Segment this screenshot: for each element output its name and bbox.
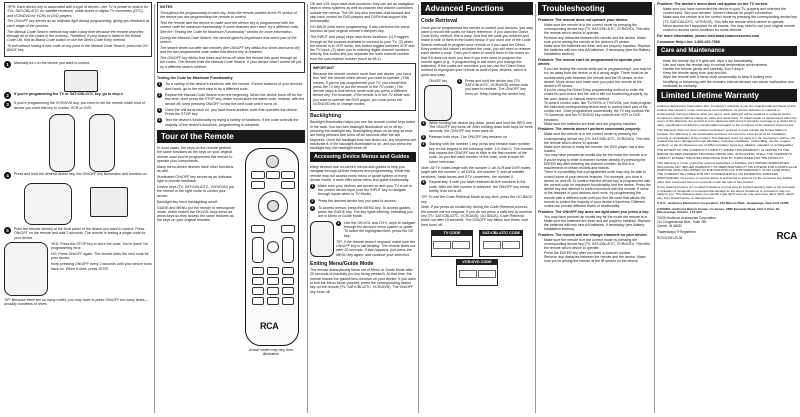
help-line: Consumer Help Line: 1-800-420-7968: [657, 39, 720, 44]
keypad-key: [267, 267, 279, 275]
step-3: 3 If you're programming the VCR•DVD key, you need to tell the remote which kind of device you want this key to control, VCR or DVD.: [4, 101, 152, 110]
notes-para: Test the remote with the device to make sure the device key is programmed with the correct code for maximum functionality. If some features don't work, try a different code. See the "Testing the Code for Maximum Functionality" section for more information.: [160, 21, 300, 34]
care-title: Care and Maintenance: [657, 46, 797, 56]
power-button-icon: [266, 155, 279, 168]
divider: [654, 4, 655, 413]
problem-block: Problem: The remote doesn't perform commands properly. • Make sure the remote is in the correct mode by pressing the corresponding device key (TV, SAT•CBL•DTC, VCR•DVD). This tells the remote which device to operate. • Make sure device is really the remote; the DVD player has a disc loaded. • You may have pressed an invalid key for the mode the remote is in. • If you're trying to enter a channel number directly, try pressing the ENTER key after entering the channel number, as this is a requirement of certain models and brands. • There is a possibility that a programmed code may only be able to control some of your devices features. For example, you tune a device on and off. To confirm that the device key is programmed with the correct code for maximum functionality, test the device. Press the device key and attempt to control functions with the remote. If some of the features of your devices don't work, try programming the remote with a different code until you find the code that allows the remote to control the majority of your device's functions. Different codes can provide different levels of functionality.: [538, 127, 652, 208]
bullet: • If you're using the Direct Entry programming method to enter the codes for your brand and the unit is still not functioning properly, try the auto, brand, or manual search method.: [544, 88, 652, 101]
keypad-key: [267, 287, 279, 295]
menu-problem-title: Problem: The device's menu does not appear on the TV screen.: [657, 2, 769, 6]
divider: [154, 4, 155, 413]
troubleshooting-title: Troubleshooting: [538, 2, 652, 15]
bullet: • Keep the remote dry. If it gets wet, wipe it dry immediately.: [663, 59, 797, 63]
problem-block: Problem: The remote can't be programmed to operate your device. • If you are testing the remote while you're programming it, you may be too far away from the device or at a wrong angle. There must be an unobstructed path between the remote and the IR sensor on the device. Move closer and make sure you point the remote at the device's IR sensor. • If you're using the Direct Entry programming method to enter the codes for your brand and the unit is still not functioning properly, try the auto, brand, or manual search method. • To control combo units, like TV/VCRs or TV/DVDs, you must program the individual corresponding device keys to control each part of the combo unit. Once programmed successfully, the TV key controls the TV functions, and the VCR•DVD key controls the VCR or DVD functions. • Make sure the batteries are fresh and are properly installed.: [538, 58, 652, 126]
bullet: • Use and store the remote only in normal temperature environments.: [663, 63, 797, 67]
bullet: • Remove any obstacles between the remote and the device. Make sure you're aiming the remote at the IR sensor on the device.: [544, 255, 652, 263]
more-info-link[interactable]: For more information, please visit www.rcaaccessories.com: [657, 33, 760, 38]
warranty-para: This Warranty is in lieu of all other express warranties or liabilities. ANY IMPLIED WARRANTIES, INCLUDING ANY IMPLIED WARRANTY OF MERCHANTABILITY OR FITNESS FOR A PARTICULAR PURPOSE SHALL BE LIMITED TO THE DURATION OF THIS WARRANTY. IN NO CASE SHALL THE COMPANY BE LIABLE FOR ANY CONSEQUENTIAL OR INCIDENTAL DAMAGES WHATSOEVER. No person or representative is authorized to assume for the Company any liability other than expressed herein in connection with the sale of this product.: [657, 161, 797, 184]
notes-para: During the Manual Code Search, the remote ignores keypresses that aren't part of the search.: [160, 35, 297, 44]
keypad-key: [282, 267, 294, 275]
menu-step: 1 Make sure your devices are turned on and your TV is set to the correct device input (use the INPUT key to navigate through inputs when in TV Mode).: [311, 183, 413, 197]
bullet: • Wipe the remote with a damp cloth occasionally to keep it looking new.: [663, 75, 797, 79]
divider: [535, 4, 536, 413]
step-5: 5 Point the remote directly at the front panel of the device you want to control. Press ON•OFF on the remote and wait 2 seconds. The remote is testing a single code for your device.: [4, 227, 152, 240]
step-2: 2 If you're programming the TV or SAT•CBL•DTC key, go to step 4.: [4, 92, 152, 99]
sat-code-box: SAT•CBL•DTC CODE: [479, 230, 523, 257]
remote-illustration-b: [4, 181, 152, 227]
tips-onoff: The ON•OFF key serves as an indicator light during programming, giving you feedback at each stage of the process.: [7, 19, 150, 28]
trademark: Trademark(s) ® Registered: [657, 230, 696, 235]
bullet: • Make sure device is really the remote; the DVD player has a disc loaded.: [544, 145, 652, 153]
retrieval-note: Note: All TV codes begin with the number 1; all VCR and DVR codes begin with the number 2; all DVDs, the number 3; and all satellite receivers, cable boxes and DTV converters, the number 5.: [421, 165, 531, 179]
tour-body: [157, 146, 305, 366]
menu-text: Many devices use on-screen menus and guides to help you navigate through all their features and programming. While this remote may not access every menu or guide system of every device model, it does offer some menu and guide functionality.: [310, 165, 411, 182]
testing-step: 2 Repeat the Manual Code Search from the beginning. When the device turns off for the first time, don't press the STOP key, which would store the same code. Instead, with the device off, keep pressing ON•OFF to test the next code until it turns on.: [158, 92, 305, 106]
exit-text: The remote automatically times out of Menu or Guide Mode after 20 seconds of inactivity (no key being pressed). At that time, the remote leaves the guide/menu function on your device. If you want to exit the Menu Mode yourself, press the corresponding device key on the remote (TV, SAT•CBL•DTC, VCR•DVD). The ON•OFF key turns off.: [310, 268, 416, 294]
vcr-key-icon: [281, 171, 295, 179]
volume-rocker-icon: [252, 237, 264, 263]
bullet: • You may have pressed an invalid key for the mode the remote is in.: [544, 153, 652, 157]
code-retrieval-title: Code Retrieval: [421, 18, 458, 24]
keypad-key: [267, 277, 279, 285]
footer: [657, 217, 797, 242]
keypad-key: [252, 277, 264, 285]
vcr-code-box: VCR•DVD CODE: [456, 259, 498, 286]
bullet: • If you are testing the remote while you're programming it, you may be too far away from the device or at a wrong angle. There must be an unobstructed path between the remote and the IR sensor on the device. Move closer and make sure you point the remote at the device's IR sensor.: [544, 67, 652, 88]
tv-illustration: [4, 70, 152, 92]
tour-para: Device keys (TV, SAT•CBL•DTC, VCR•DVD) put the remote in the right mode to control your device.: [157, 185, 235, 198]
testing-step: 4 Test the device's functionality by trying a variety of functions. If the code controls the majority of the device's functions, programming is complete.: [158, 118, 299, 127]
bullet: • Modifying or tampering with the remote's internal devices can cause malfunction and invalidate its warranty.: [663, 80, 797, 88]
warranty-para: Some states/provinces do not allow limitations on how long an implied warranty lasts or the exclusion or limitation of incidental or consequential damage so the above limitations or exclusions may not apply to you. This Warranty gives you specific legal rights and you may also have other rights, which vary from state/province to state/province.: [657, 184, 796, 200]
bullet: • Make sure the remote is in the correct mode by pressing the corresponding device key (TV, SAT•CBL•DTC, VCR•DVD). This tells the remote which device to operate.: [663, 15, 797, 23]
remote-illustration-d: [310, 221, 334, 257]
bullet: • Press the ENTER key after you enter a channel number.: [544, 251, 652, 255]
tour-para: GUIDE and MENU put the remote in menu/guide mode, which makes the OK•VOL keys serve as arrow keys so they access the same features as the keys on your original remotes.: [157, 205, 235, 223]
column-functions: [310, 0, 416, 417]
bullet: • Handle the remote gently and carefully. Don't drop it.: [663, 67, 797, 71]
menu-step: 4 Use the OK•VOL and CH+/- keys to navigate through the device's menu system or guide. To select the highlighted item, press the OK key.: [337, 220, 416, 238]
backlight-text: Backlight illumination helps you see the remote control keys better in the dark. You can turn backlight illumination on or off by pressing the backlight key. Backlighting stays on as long as keys are being pressed and turns off six seconds after the last keypress. Once the backlight time has timed out, any keypress will reactivate it. If the backlight illumination is on, and you press the backlight key, the backlight turns off.: [310, 120, 416, 151]
goback-key-icon: [251, 225, 265, 233]
column-manual-search: [4, 0, 152, 417]
retrieval-note-2: Note: If you press an invalid key during the Code Retrieval process, the remote will not respond. If you do not press a valid key (a numeral key (TV, SAT•CBL•DTC, VCR•DVD), GO BACK), Code Retrieval times out after 15 seconds. The ON•OFF key blinks four times, and then turns off.: [421, 205, 532, 227]
tips-manual: The Manual Code Search method may take a long time because the remote searches through all of the codes in the memory. Therefore, if your brand is listed in the Brand Code List, find its Brand Code button or use the Direct Code Entry method.: [7, 29, 144, 43]
menu-tip: TIP: If the remote doesn't respond, make sure the ON•OFF key is still blinking. The remote times out after 20 seconds. If that happens, just press the MENU key again, and continue your selection.: [336, 239, 416, 257]
code-boxes: [421, 229, 533, 287]
channel-rocker-icon: [282, 237, 294, 263]
column-advanced: [421, 0, 533, 417]
column-troubleshooting: [538, 0, 652, 417]
bullet: • If you're trying to enter a channel number directly, try pressing the ENTER key after entering the channel number, as this is a requirement of certain models and brands.: [544, 158, 652, 171]
retrieval-step: 3 Release both keys. The ON•OFF key remains on.: [422, 135, 508, 140]
notes-para: The search times out after two minutes (the ON•OFF key blinks four times and turns off) and the last programmed code under that device key is retained.: [160, 45, 300, 55]
menu-key-icon: [281, 181, 295, 189]
retrieval-step: 1 Press and hold the device key (TV, SAT•CBL•DTC, VCR•DVD) whose code you want to retrieve. The ON•OFF key turns on. Keep holding the device key.: [458, 78, 529, 96]
code-retrieval-text: Once you've programmed the remote to control your devices, you may want to record the codes for future reference. If you used the Direct Code Entry method, this is easy. Just find the code you entered and make a note of them in the boxes below. If you used one of the Code Search methods to program your remote or if you used the Direct Entry method but haven't recorded the code, you will need to retrieve each device's code. Then you'll need to record them in the boxes so that if it does not work you time if you ever need to program the remote again (e.g., if programming is lost when you change the batteries). If the codes are recorded, you can use the Direct Entry method to reprogram your remote to control your devices, which is quick and easy.: [421, 25, 533, 77]
problem-block: Problem: The remote does not operate your device. • Make sure the remote is in the correct mode by pressing the corresponding device key (TV, SAT•CBL•DTC, VCR•DVD). This tells the remote which device to operate. • Remove any obstacles between the remote and the device. Make sure you're aiming the remote at the device's IR sensor. • Make sure the batteries are fresh and are properly installed. Replace the batteries with two new AA batteries, if necessary (see the Battery Installation section).: [538, 18, 652, 57]
keypad-key: [282, 297, 294, 305]
warranty-para: THE EXTENT OF THE COMPANY'S LIABILITY UNDER THIS WARRANTY IS LIMITED TO THE REPAIR OR REPLACEMENT PROVIDED ABOVE AND, IN NO EVENT, SHALL THE COMPANY'S LIABILITY EXCEED THE PURCHASE PRICE PAID BY PURCHASER FOR THE PRODUCT.: [657, 148, 792, 160]
testing-step: 3 Once the unit turns back on, you have found another code that operates the device. Press the STOP key.: [158, 107, 298, 117]
remote-drawing: [245, 148, 299, 346]
bullet: • Keep the remote away from dust and dirt.: [663, 71, 797, 75]
tips-exit: To exit without saving a new code at any point in the Manual Code Search, press the GO BACK key.: [7, 44, 149, 53]
bullet: • Remove any obstacles between the remote and the device. Make sure you're aiming the remote at the device's IR sensor.: [544, 36, 652, 44]
tour-para: Backlight key turns backlighting on/off.: [157, 199, 219, 204]
tv-code-box: TV CODE: [431, 230, 473, 257]
tips-intro: TIPS: Each device key is associated with a type of device—the TV is preset to search for TVs, SAT•CBL•DTC for satellite receivers, cable boxes or digital TV converters (DTC), and VCR•DVD for VCRs or DVD players.: [7, 5, 149, 18]
retrieval-step: 5 Repeat step 4 until you have retrieved all five numbers in the code. After the fifth number is retrieved, the ON•OFF key blinks briefly, then turns off.: [422, 180, 530, 193]
tour-title: Tour of the Remote: [157, 130, 305, 143]
keypad-key: [282, 287, 294, 295]
no-text: NO: Press ON•OFF again. The remote tests the next code for your device.: [51, 252, 149, 261]
keypad-key: [267, 297, 279, 305]
left-tip: TIP: Because there are so many codes, you may have to press ON•OFF too many times—possibly hundreds of times.: [4, 297, 149, 307]
bullet: • Menu access isn't supported for all brands. You may need to use your original remote control to access menu functions for some devices.: [663, 24, 797, 32]
column-care-warranty: [657, 0, 797, 417]
retrieval-step-1-block: [421, 79, 533, 121]
copyright: ©2009 Audiovox Accessories Corporation 111 Congressional Blvd., Suite 350 Carmel, IN 46032: [657, 215, 716, 228]
sat-key-icon: [266, 171, 280, 179]
divider: [418, 4, 419, 413]
yes-no-block: [4, 242, 152, 296]
onoff-key-label: ON•OFF key: [428, 78, 448, 83]
testing-title: Testing the Code for Maximum Functionality: [157, 76, 233, 81]
warranty-address: U.S.A.: Audiovox Electronics Corporation, 150 Marcus Blvd., Hauppauge, New York 11788: [657, 201, 789, 206]
bullet: • You may have pressed an invalid key for the mode the remote is in.: [544, 215, 652, 219]
bullet: • Make sure the batteries are fresh and are properly installed. Replace the batteries with two new AA batteries, if necessary (see Battery Installation section).: [544, 219, 652, 232]
remote-illustration-e: [424, 85, 452, 121]
testing-step: 1 Try a variety of the device's functions with the remote. If some features of your devices don't work, go to the next step to try a different code.: [158, 82, 303, 91]
bullet: • Make sure the remote is in the correct mode by pressing the corresponding device key (TV, SAT•CBL•DTC, VCR•DVD). This tells the remote which device to operate.: [544, 23, 652, 36]
retrieval-step: 4 Starting with the number 1 key, press and release each number key on the keypad in the following order: 1-9, then 0. The number that causes the ON•OFF key to blink is the first number of the code. As you find each number of the code, write it down for future reference.: [422, 142, 533, 164]
retrieval-step: 2 While holding the device key down, press and hold the INFO key. The ON•OFF key turns off. After holding down both keys for three seconds, the ON•OFF key turns back on.: [422, 120, 533, 134]
bullet: • To control combo units, like TV/VCRs or TV/DVDs, you must program the individual corresponding device keys to control each part of the combo unit. Once programmed successfully, the TV key controls the TV functions, and the VCR•DVD key controls the VCR or DVD functions.: [544, 101, 652, 122]
bullet: • There is a possibility that a programmed code may only be able to control some of your devices features. For example, you tune a device on and off. To confirm that the device key is programmed with the correct code for maximum functionality, test the device. Press the device key and attempt to control functions with the remote. If some of the features of your devices don't work, try programming the remote with a different code until you find the code that allows the remote to control the majority of your device's functions. Different codes can provide different levels of functionality.: [544, 170, 652, 208]
step-4: 4 Press and hold the desired device key, the ON•OFF key illuminates and remains on.: [4, 172, 152, 179]
important-box: [310, 63, 416, 111]
rca-logo: RCA: [260, 320, 279, 331]
bullet: • Make sure the remote is in the correct mode by pressing the corresponding device key (TV, SAT•CBL•DTC, VCR•DVD). This tells the remote which device to operate.: [544, 132, 652, 145]
menu-step: 2 Press the desired device key you want to access.: [311, 198, 397, 203]
important-text: Because the remote controls more than one device, you must first "tell" the remote which device you want to operate. (This means, if you've just programmed your TV, you should first press the TV key to put the remote in the TV mode.) The remote stays in that device mode until you press a different device key. For example, if the remote is in the TV Mode and you want to operate the DVD player, you must press the VCR•DVD key to change modes.: [313, 71, 411, 107]
warranty-address: CANADA: Audiovox Return Center, c/o Genco, 6685 Kennedy Road, Unit 3, Door 16, Mississauga, Ontario, L5T 3A5: [657, 206, 780, 215]
advanced-title: Advanced Functions: [421, 2, 533, 15]
keypad-key: [282, 277, 294, 285]
guide-key-icon: [251, 181, 265, 189]
warranty-title: Limited Lifetime Warranty: [657, 89, 797, 102]
model-number: RCR312W-US-06: [657, 236, 683, 241]
tips-box: [4, 2, 152, 57]
keypad-key: [252, 297, 264, 305]
tour-para: In most cases, the keys on the remote perform the same functions as the keys on your original remote once you've programmed this remote to operate your components.: [157, 145, 233, 163]
divider: [307, 4, 308, 413]
problem-block: Problem: The ON•OFF key does not light when you press a key. • You may have pressed an invalid key for the mode the remote is in. • Make sure the batteries are fresh and are properly installed. Replace the batteries with two new AA batteries, if necessary (see Battery Installation section).: [538, 210, 652, 232]
notes-para: The ON•OFF key blinks four times and turns off when the remote has gone through all the codes. The remote exits the Manual Code Search. If your device hasn't turned off yet, try a different search method.: [160, 55, 302, 69]
tour-caption: Actual model may vary from illustration: [248, 347, 294, 357]
tour-para: Illuminated ON•OFF key serves as an indicator light to provide feedback.: [157, 174, 232, 184]
bullet: • Make sure the batteries are fresh and are properly installed.: [544, 122, 652, 126]
remote-illustration-a: [4, 112, 152, 172]
ok-key-icon: [267, 200, 279, 212]
column-notes-tour: [157, 0, 305, 417]
retrieval-tip: TIP: To exit the Code Retrieval Mode at any time, press the GO BACK key.: [421, 195, 533, 204]
keypad-key: [252, 287, 264, 295]
go-back-text: GO BACK exits menu programming. It also performs the same function as your original remote's last/prev key.: [310, 25, 410, 34]
menu-title: Accessing Device Menus and Guides: [310, 152, 416, 162]
bullet: • Make sure the batteries are fresh and are properly installed. Replace the batteries with two new AA batteries, if necessary (see the Battery Installation section).: [544, 44, 652, 57]
menu-step-4-block: [310, 221, 416, 259]
menu-step: 3 To access menus, press the MENU key. To access guides, press the GUIDE key. The key lights blinking, indicating you are in Menu or Guide Mode.: [311, 205, 413, 219]
keypad-key: [252, 267, 264, 275]
notes-box: [157, 2, 305, 73]
rca-logo-footer: RCA: [776, 231, 797, 243]
important-title: IMPORTANT: [313, 66, 335, 71]
warranty-para: Audiovox Electronics Corporation (the "Company") warrants to you the original retail purchaser of this product that should it, under normal use and conditions, be proven defective in material or workmanship during its lifetime while you own it, such defect(s) will be repaired or replaced (at the Company's option) without charge for parts and repair labor. To obtain repair or replacement within the terms of this Warranty, the product is to be delivered with proof of warranty coverage (e.g. dated bill of sale), specification of defect(s), transportation prepaid, to the Company at the address shown below.: [657, 104, 797, 127]
remote-illustration-c: [4, 242, 48, 296]
warranty-para: This Warranty does not cover product purchased, serviced or used outside the United States or Canada. The Warranty is not transferable and does not extend to costs incurred for installation, removal or reinstallation of the product. This Warranty does not apply if in the Company's opinion, the product has been damaged through alteration, improper installation, mishandling, misuse, neglect, accident, or the simultaneous use of different battery types (e.g. alkaline, standard or rechargeable).: [657, 128, 796, 148]
input-text: The INPUT and (stop) keys have three functions: (1) It toggles through all the sources available to connect to your TV; (2) when the remote is in VCR mode, this button toggles between VCR and the TV input; (3) when you're entering digital channel numbers directly, this button lets you separate the main channel number from the sub-channel number (such as 58.1).: [310, 35, 415, 61]
notes-para: Throughout the programming of each key, keep the remote pointed at the IR sensor of the device you are programming the remote to control.: [160, 10, 297, 20]
bullet: • Make sure the remote is in the correct mode by pressing the corresponding device key (TV, SAT•CBL•DTC, VCR•DVD). This tells the remote which device to operate.: [544, 238, 652, 251]
backlight-title: Backlighting: [310, 112, 342, 119]
keep-text: Keep pressing ON•OFF every 2 seconds until your device turns back on. When it does, press STOP.: [51, 262, 152, 271]
yes-text: YES: Press the STOP key to store the code. You're done! No programming error.: [51, 241, 148, 251]
exit-title: Exiting Menu/Guide Mode: [310, 260, 374, 267]
mute-key-icon: [267, 241, 279, 253]
ok-vol-text: OK and VOL keys have dual functions; they can act as navigation keys in menu systems as well as channel and volume controllers outside the menus. The OK key also provides dual forward and skip back control for DVD players and DVRs that support this functionality.: [310, 2, 415, 24]
info-key-icon: [281, 225, 295, 233]
problem-block: Problem: The remote will not change channels on your device. • Make sure the remote is in the correct mode by pressing the corresponding device key (TV, SAT•CBL•DTC, VCR•DVD). This tells the remote which device to operate. • Press the ENTER key after you enter a channel number. • Remove any obstacles between the remote and the device. Make sure you're aiming the remote at the IR sensor on the device.: [538, 233, 652, 263]
notes-title: NOTES: [160, 5, 173, 9]
tour-para: Many menu-driven devices have other functions as well.: [157, 164, 234, 174]
step-1: 1 Manually turn on the device you want to control.: [4, 61, 152, 68]
tv-key-icon: [251, 171, 265, 179]
bullet: • Make sure you have connected the device to your TV properly and selected the correct input. See your devices' Owner's Manual for proper connection.: [663, 7, 797, 15]
